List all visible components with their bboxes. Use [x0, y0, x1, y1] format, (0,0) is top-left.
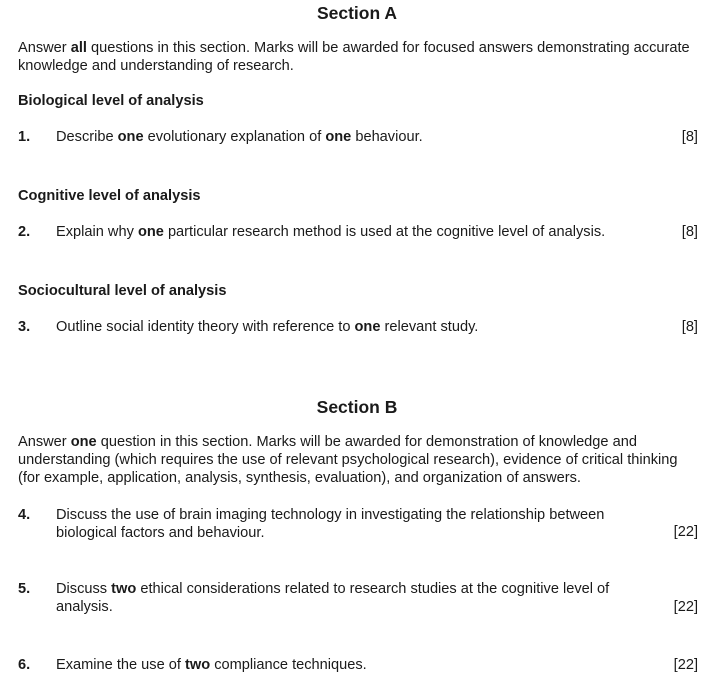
question-marks: [22] — [673, 657, 698, 673]
section-a-title: Section A — [316, 3, 398, 23]
question-text: Discuss two ethical considerations related to research studies at the cognitive level of analysis. — [56, 581, 610, 615]
subheading-cognitive: Cognitive level of analysis — [18, 188, 201, 204]
question-number: 2. — [18, 224, 31, 240]
section-b-instructions: Answer one question in this section. Marks will be awarded for demonstration of knowledge and understanding (which requires the use of relevant psychological research), evidence of critical thinking (for example, application, analysis, synthesis, evaluation), and organization of answers. — [18, 434, 678, 486]
question-text: Explain why one particular research method is used at the cognitive level of analysis. — [56, 224, 606, 240]
section-a-instructions: Answer all questions in this section. Marks will be awarded for focused answers demonstrating accurate knowledge and understanding of research. — [18, 40, 690, 74]
subheading-biological: Biological level of analysis — [18, 93, 204, 109]
subheading-sociocultural: Sociocultural level of analysis — [18, 283, 227, 299]
question-number: 4. — [18, 507, 31, 523]
question-marks: [8] — [681, 319, 698, 335]
question-marks: [8] — [681, 129, 698, 145]
question-text: Outline social identity theory with reference to one relevant study. — [56, 319, 479, 335]
question-number: 6. — [18, 657, 31, 673]
question-text: Examine the use of two compliance techniques. — [56, 657, 367, 673]
question-marks: [22] — [673, 599, 698, 615]
section-b-title: Section B — [316, 397, 398, 417]
question-number: 3. — [18, 319, 31, 335]
question-marks: [22] — [673, 524, 698, 540]
question-marks: [8] — [681, 224, 698, 240]
question-text: Discuss the use of brain imaging technology in investigating the relationship between biological factors and behaviour. — [56, 507, 605, 541]
question-number: 1. — [18, 129, 31, 145]
question-text: Describe one evolutionary explanation of one behaviour. — [56, 129, 423, 145]
question-number: 5. — [18, 581, 31, 597]
